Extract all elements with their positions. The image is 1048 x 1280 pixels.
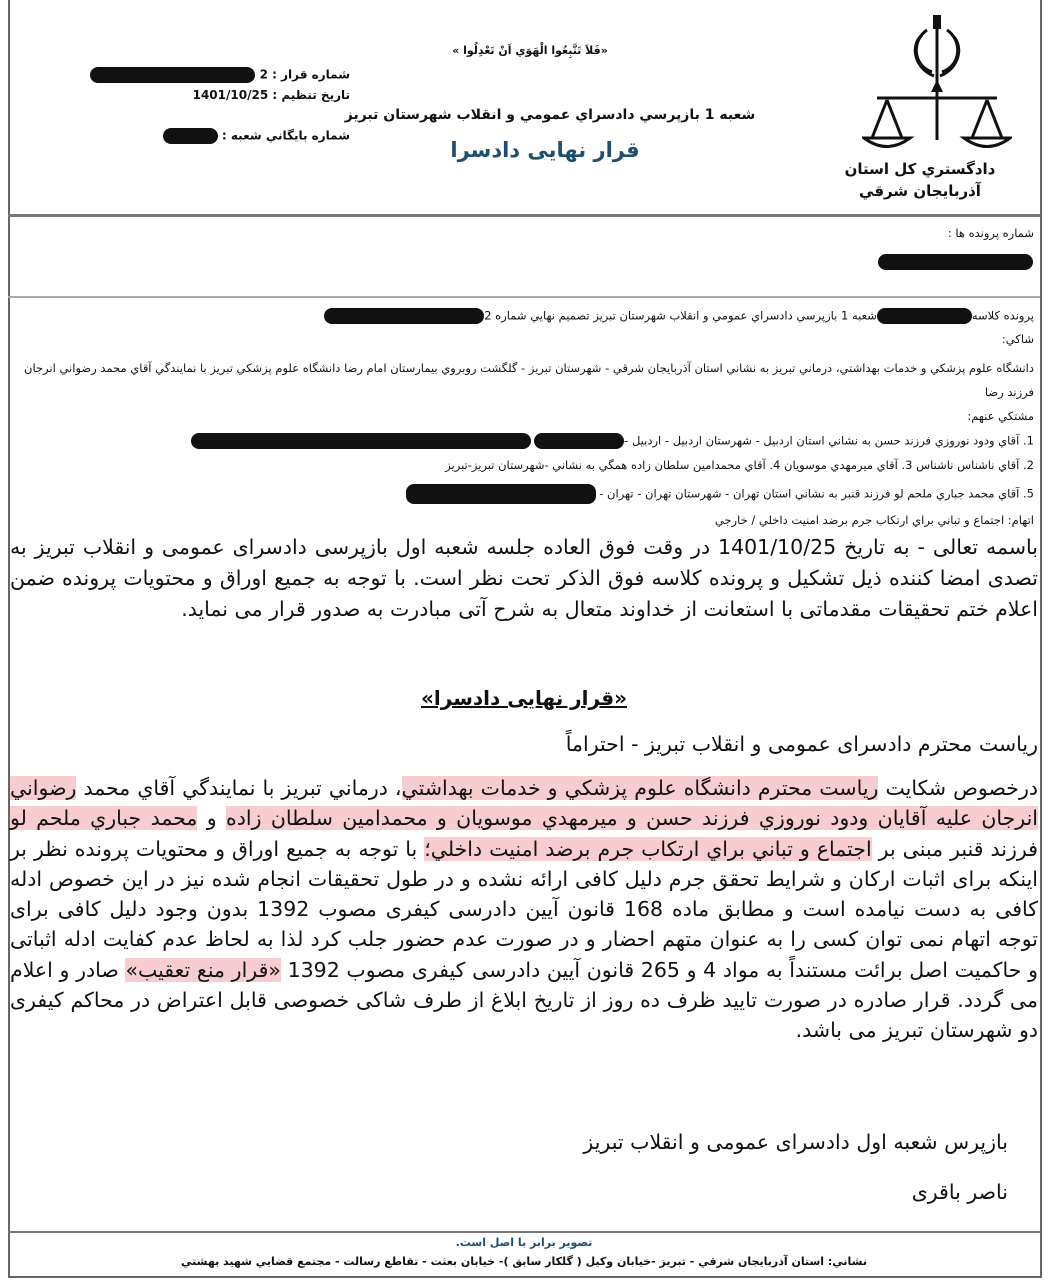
highlighted-text: رضواني انرجان عليه آقايان ودود نوروزي فرزند حسن و ميرمهدي موسويان و محمدامين سلطان زاده: [10, 776, 1039, 831]
charge: اتهام: اجتماع و تباني براي ارتکاب جرم برضد امنيت داخلي / خارجي: [714, 513, 1034, 527]
quran-verse: «فَلاَ تَتَّبِعُوا الْهَوَي اَنْ تَعْدِلُوا »: [452, 44, 608, 57]
accused-text: 5. آقاي محمد جباري ملحم لو فرزند قنبر به نشاني استان تهران - شهرستان تهران - تهران -: [599, 486, 1034, 501]
highlighted-text: «قرار منع تعقیب»: [125, 957, 281, 982]
decision-number-label: شماره قرار :: [272, 67, 350, 82]
decision-number: [90, 67, 350, 83]
signer-title: بازپرس شعبه اول دادسرای عمومی و انقلاب تبریز: [583, 1130, 1008, 1154]
redaction: [877, 308, 972, 324]
iran-emblem-scales-logo: [862, 10, 1012, 158]
divider: [8, 214, 1040, 217]
addressee: ریاست محترم دادسرای عمومی و انقلاب تبریز - احتراماً: [565, 732, 1038, 756]
court-address: نشاني: استان آذربايجان شرقي - تبريز -خيابان وکيل ( گلکار سابق )- خيابان بعثت - تقاطع رسالت - مجتمع قضايي شهيد بهشتي: [181, 1255, 867, 1268]
paragraph-text: فرزند قنبر مبنی بر: [871, 836, 1038, 861]
class-text: شعبه 1 بازپرسي دادسراي عمومي و انقلاب شهرستان تبريز تصميم نهايي شماره: [495, 308, 877, 323]
highlighted-text: رياست محترم دانشگاه علوم پزشکي و خدمات بهداشتي: [401, 776, 879, 800]
intro-paragraph: باسمه تعالی - به تاریخ 1401/10/25 در وقت فوق العاده جلسه شعبه اول بازپرسی دادسرای عمومی و انقلاب تبریز به تصدی امضا کننده ذیل تشکیل و پرونده کلاسه فوق الذکر تحت نظر است. با توجه به جمیع اوراق و محتویات پرونده ضمن اعلام ختم تحقیقات مقدماتی با استعانت از خداوند متعال به شرح آتی مبادرت به صدور قرار می نماید.: [10, 535, 1038, 621]
case-numbers-label: شماره پرونده ها :: [947, 226, 1034, 240]
document-title: قرار نهایی دادسرا: [450, 138, 640, 162]
highlighted-text: محمد جباري ملحم لو: [10, 806, 198, 831]
redaction: [406, 484, 596, 504]
redaction: [191, 433, 531, 449]
decision-number-value: 2: [259, 67, 268, 82]
accused-item: 2. آقاي ناشناس ناشناس 3. آقاي ميرمهدي موسويان 4. آقاي محمدامين سلطان زاده همگي به نشاني -شهرستان تبريز-تبريز: [445, 458, 1034, 472]
complainant-text: دانشگاه علوم پزشکي و خدمات بهداشتي، درماني تبريز به نشاني استان آذربايجان شرقي - شهرستان تبريز - گلگشت روبروي بيمارستان امام رضا دانشگاه علوم پزشکي تبريز با نمايندگي آقاي محمد رضواني انرجان فرزند رضا: [24, 361, 1034, 399]
redaction: [90, 67, 255, 83]
highlighted-text: اجتماع و تباني براي ارتكاب جرم برضد امنيت داخلي؛: [424, 836, 872, 861]
signer-name: ناصر باقری: [911, 1180, 1008, 1204]
paragraph-text: درخصوص شکایت: [878, 776, 1038, 800]
branch-name: شعبه 1 بازپرسي دادسراي عمومي و انقلاب شهرستان تبريز: [344, 107, 756, 123]
certified-copy-note: تصوير برابر با اصل است.: [455, 1236, 593, 1249]
divider: [8, 1231, 1040, 1233]
complainant-label: شاکي:: [1001, 332, 1034, 346]
paragraph-text: ، درماني تبريز با نمايندگي آقاي محمد: [76, 776, 402, 800]
date-label: تاريخ تنظيم :: [272, 88, 350, 102]
redaction: [878, 254, 1033, 270]
case-class-line: [324, 308, 1034, 324]
court-name: دادگستري کل استان آذربايجان شرقي: [844, 160, 996, 200]
accused-item: [406, 484, 1034, 504]
divider: [8, 296, 1040, 298]
class-label: پرونده کلاسه: [971, 308, 1034, 323]
section-title: «قرار نهایی دادسرا»: [421, 686, 627, 710]
date-value: 1401/10/25: [192, 88, 269, 102]
accused-text: 1. آقاي ودود نوروزي فرزند حسن به نشاني استان اردبيل - شهرستان اردبيل - اردبيل -: [624, 433, 1034, 448]
archive-number-label: شماره بايگاني شعبه :: [221, 128, 350, 143]
paragraph-text: و: [197, 806, 227, 831]
accused-item: [191, 433, 1034, 449]
redaction: [534, 433, 624, 449]
issue-date: [90, 88, 350, 102]
redaction: [163, 128, 218, 144]
decision-paragraph: [10, 773, 1038, 1046]
paragraph-text: با توجه به جمیع اوراق و محتویات پرونده نظر بر اینکه برای اثبات ارکان و شرایط تحقق جرم دلیل کافی ارائه نشده و در طول تحقیقات انجام شده نیز در این خصوص ادله کافی به دست نیامده است و مطابق ماده 168 قانون آیین دادرسی کیفری مصوب 1392 بدون وجود دلیل کافی برای توجه اتهام نمی توان کسی را به عنوان متهم احضار و در صورت عدم حضور جلب کرد لذا به لحاظ عدم کفایت ادله اثباتی و حاکمیت اصل برائت مستنداً به مواد 4 و 265 قانون آیین دادرسی کیفری مصوب 1392: [10, 836, 1039, 982]
paragraph-text: صادر و اعلام می گردد. قرار صادره در صورت تایید ظرف ده روز از تاریخ ابلاغ از طرف شاکی خصوصی قابل اعتراض در محاکم کیفری دو شهرستان تبریز می باشد.: [10, 957, 1038, 1043]
archive-number: [90, 128, 350, 144]
accused-label: مشتکي عنهم:: [967, 409, 1034, 423]
redaction: [324, 308, 484, 324]
class-number: 2: [484, 308, 492, 323]
